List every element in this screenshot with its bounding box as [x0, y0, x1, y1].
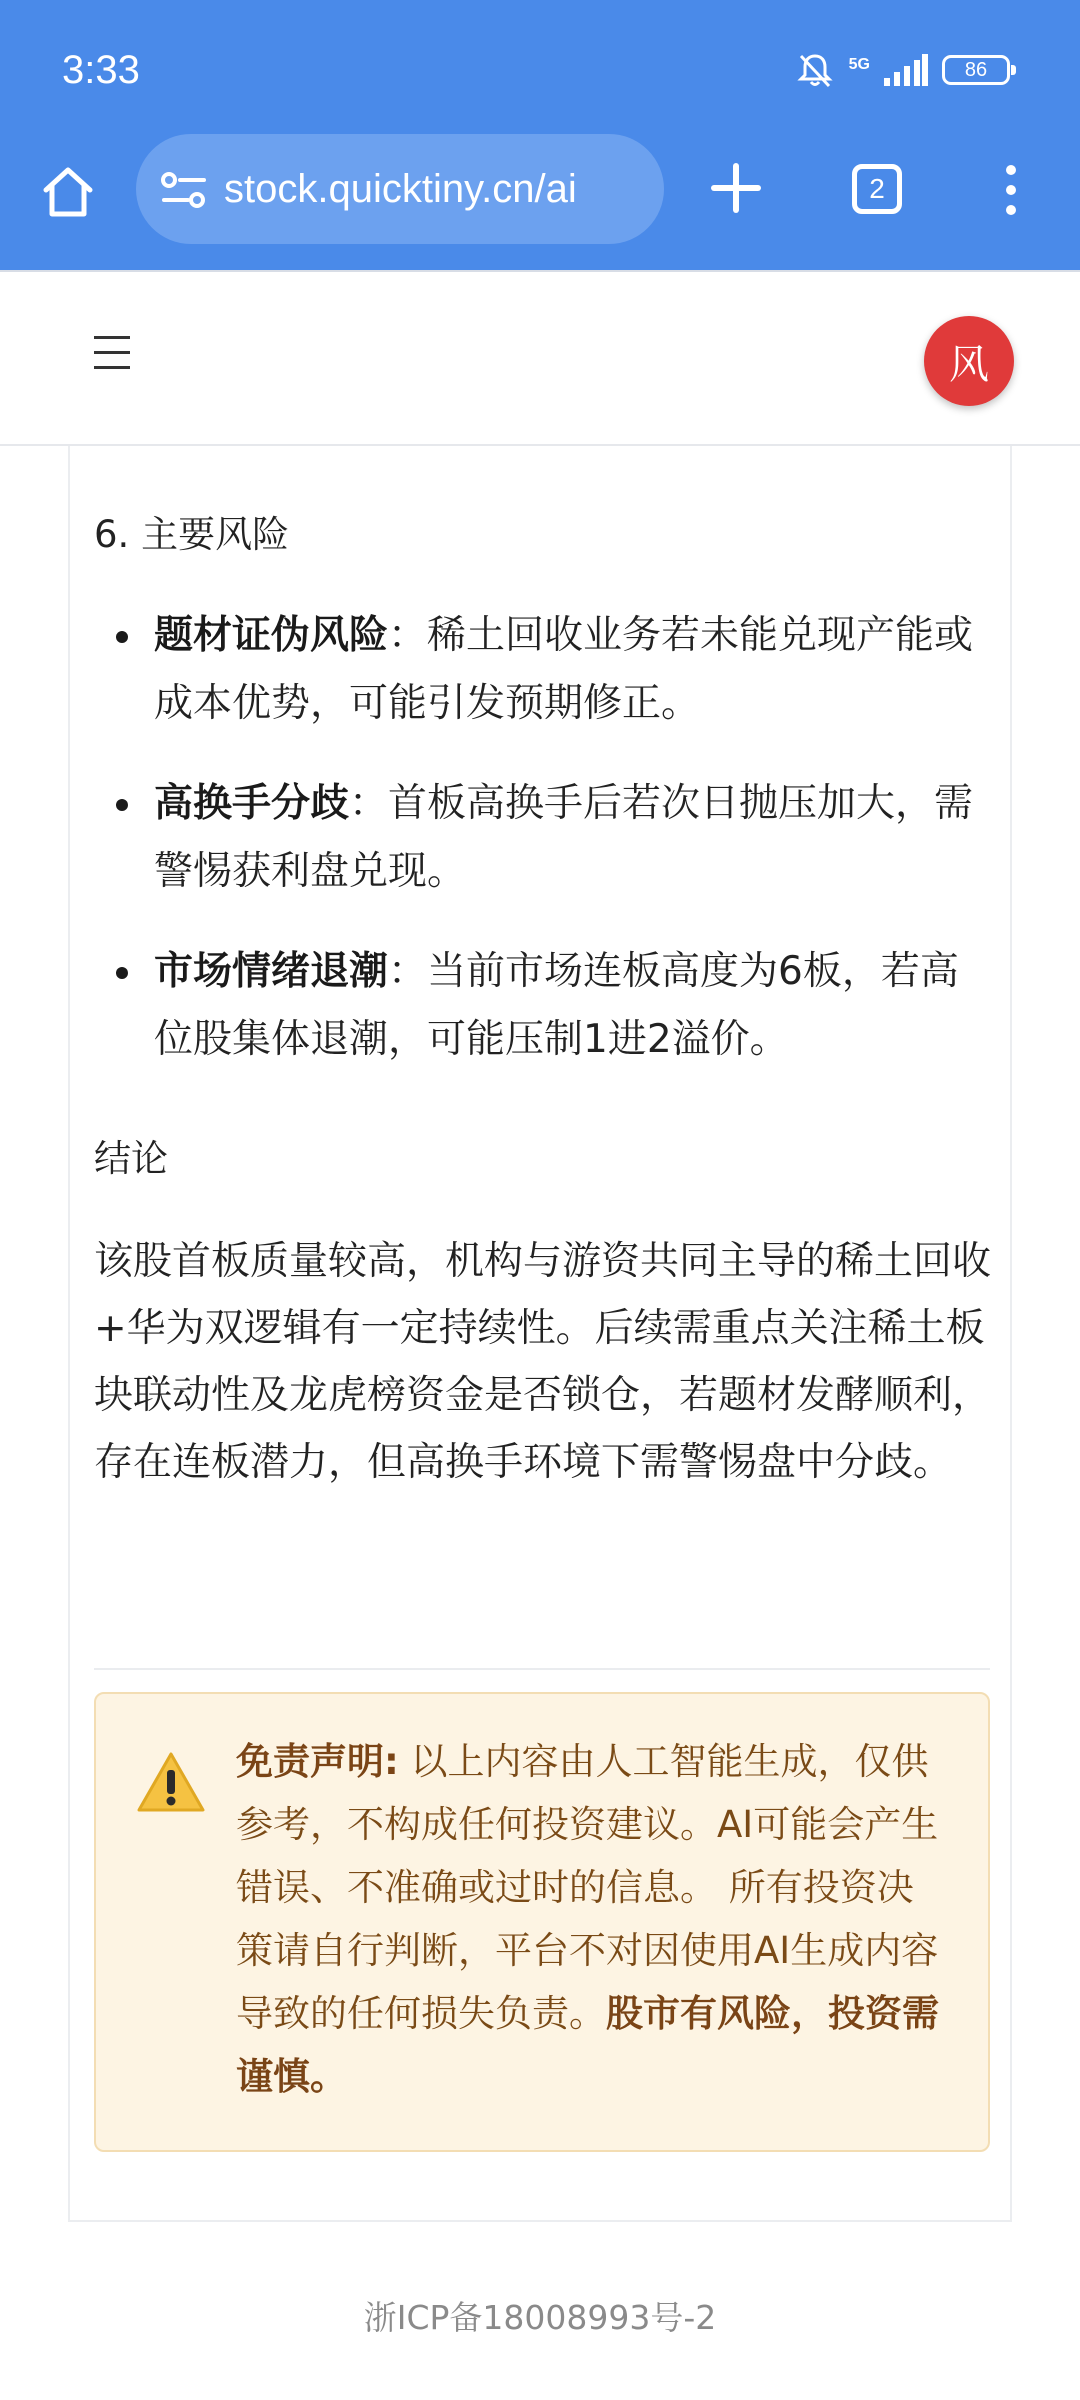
site-settings-icon[interactable] [160, 170, 208, 210]
status-bar [0, 0, 1080, 132]
risk-title: 市场情绪退潮 [154, 949, 389, 994]
conclusion-text: 该股首板质量较高，机构与游资共同主导的稀土回收+华为双逻辑有一定持续性。后续需重点关注稀土板块联动性及龙虎榜资金是否锁仓，若题材发酵顺利，存在连板潜力，但高换手环境下需警惕盘中分歧。 [94, 1239, 992, 1485]
conclusion-title: 结论 [94, 1137, 168, 1180]
address-bar[interactable] [136, 134, 664, 244]
tab-count: 2 [869, 173, 885, 204]
section-title: 6. 主要风险 [94, 513, 290, 556]
risk-text: ：当前市场连板高度为6板，若高位股集体退潮，可能压制1进2溢价。 [154, 949, 959, 1062]
plus-icon[interactable] [706, 158, 766, 218]
divider [94, 1668, 990, 1670]
risk-title: 高换手分歧 [154, 781, 350, 826]
warning-icon [136, 1750, 206, 1814]
list-item [94, 938, 994, 1074]
status-icons [795, 44, 1010, 96]
home-icon[interactable] [36, 160, 100, 224]
disclaimer-body: 以上内容由人工智能生成，仅供参考，不构成任何投资建议。AI可能会产生错误、不准确或过时的信息。 所有投资决策请自行判断，平台不对因使用AI生成内容导致的任何损失负责。 [236, 1740, 939, 2035]
avatar[interactable] [924, 316, 1014, 406]
risk-title: 题材证伪风险 [154, 613, 389, 658]
disclaimer-emphasis: 股市有风险，投资需谨慎。 [236, 1992, 939, 2098]
icp-footer[interactable]: 浙ICP备18008993号-2 [363, 2298, 717, 2337]
avatar-text: 风 [949, 341, 989, 388]
tab-switcher-button[interactable] [852, 164, 902, 214]
browser-toolbar [0, 132, 1080, 270]
disclaimer-label: 免责声明: [236, 1740, 399, 1783]
disclaimer-box [94, 1692, 990, 2152]
more-vert-icon[interactable] [996, 160, 1026, 220]
list-item [94, 770, 994, 906]
network-type: 5G [848, 56, 870, 73]
battery-icon [942, 55, 1010, 85]
battery-level: 86 [964, 58, 988, 81]
site-header [0, 270, 1080, 446]
disclaimer-text [236, 1730, 946, 2108]
hamburger-menu-icon[interactable] [94, 336, 130, 370]
article-card [68, 446, 1012, 2222]
signal-icon [884, 54, 928, 86]
risk-text: ：首板高换手后若次日抛压加大，需警惕获利盘兑现。 [154, 781, 974, 894]
risk-text: ：稀土回收业务若未能兑现产能或成本优势，可能引发预期修正。 [154, 613, 974, 726]
mute-bell-icon [795, 50, 835, 90]
list-item [94, 602, 994, 738]
risk-list [94, 602, 994, 1106]
url-text[interactable]: stock.quicktiny.cn/ai [224, 167, 577, 211]
status-time: 3:33 [62, 48, 140, 92]
